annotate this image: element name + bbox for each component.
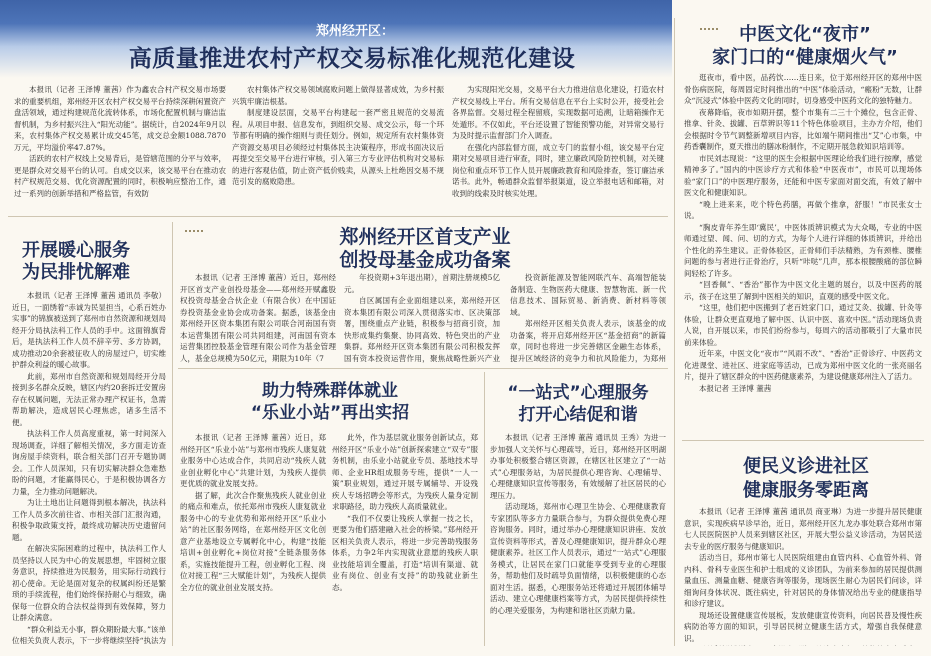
lead-kicker: 郑州经开区： [315, 24, 394, 39]
divider-vertical-right [674, 18, 675, 646]
warm-body-text-para: “群众利益无小事，群众期盼最大事。”该单位相关负责人表示，下一步将继续坚持“执法为 [12, 624, 166, 645]
jobs-col1-text: 本报讯（记者 王泽博 董茜）近日，郑州经开区“乐业小站”与郑州市残疾人康复就业服务中心达成合作，共同启动“残疾人就业创业孵化中心”共建计划，为残疾人提供更优质的就业发展支持。 [180, 433, 326, 488]
divider-lead-bottom [8, 216, 668, 217]
fund-col2-text: 年投资期+3年退出期），首期注册规模5亿元。 [344, 273, 500, 294]
psy-title-line2: 打开心结促和谐 [518, 405, 638, 425]
tcm-title-line1: 中医文化“夜市” [739, 24, 871, 45]
clinic-title-line1: 便民义诊进社区 [743, 456, 869, 477]
clinic-title-line2: 健康服务零距离 [743, 480, 869, 501]
jobs-title-line2: “乐业小站”再出实招 [250, 403, 410, 423]
fund-title-line1: 郑州经开区首支产业 [339, 226, 511, 248]
tcm-body-text: 逛夜市，看中医，品药饮……连日来，位于郑州经开区的郑州中医骨伤病医院，每周固定时间推出的“中医”体验活动，“瘢粉”无数，让群众“沉浸式”体验中医药文化的同时，切身感受中医药文化的独特魅力。 [684, 73, 922, 105]
tcm-body-text-para: 市民刘志现说：“这里的医生会根据中医理论给我们进行按摩，感觉精神多了。”国内的中医诊疗方式和体验“中医夜市”，市民可以现场体验“家门口”的中医理疗服务，还能和中医专家面对面交流，有效了解中医文化和健康知识。 [684, 153, 922, 197]
clinic-body-text-para: 活动当日，郑州市第七人民医院组建由血管内科、心血管外科、肾内科、骨科专业医生和护士组成的义诊团队，为前来参加的居民提供测量血压、测量血糖、健康咨询等服务，现场医生耐心为居民们问诊，详细询问身体状况、既往病史，针对居民的身体情况给出专业的健康指导和诊疗建议。 [684, 553, 922, 608]
tcm-title-line2: 家门口的“健康烟火气” [712, 47, 898, 68]
fund-title-line2: 创投母基金成功备案 [339, 249, 511, 271]
lead-col1-text-para: 活跃的农村产权线上交易背后，是管辖范围的分平与效率，更是群众对交易平台的认可。自成交以来，该交易平台在推动农村产权规范交易、优化资源配置的同时，积极响应整治工作，通过一系列的创新举措和严格监管，有效防 [14, 154, 226, 198]
tcm-body [684, 72, 922, 424]
warm-body-text: 本报讯（记者 王泽博 董茜 通讯员 李敬）近日，一面绣着“赤诚为民显担当，心系百姓办实事”的锦旗被送到了郑州市自然资源和规划局经开分局执法科工作人员的手中。这面锦旗背后，是执法科工作人员不辞辛劳、多方协调，成功推动20余套被征收人的房屋过户，切实维护群众利益的暖心故事。 [12, 291, 166, 369]
warm-title-line2: 为民排忧解难 [22, 262, 130, 283]
divider-vertical-left [172, 222, 173, 646]
tcm-body-text-para: “回香佩”、“香治”都作为中医文化主题的展台，以及中医药的展示，孩子在这里了解到中医相关的知识，直观的感受中医文化。 [684, 280, 922, 301]
tcm-body-text-para: “胸皮青年养生即‘冀民’，中医体质辨识模式为大众喝，专业的中医师通过望、闻、问、切的方式，为每个人进行详细的体质辨识，并给出个性化的养生建议。正骨体验区，正骨师们手法精熟，为有颈椎、腰椎问题的参与者进行正骨治疗，只听“咔哒”几声，那本根腰酸痛的部位瞬间轻松了许多。 [684, 222, 922, 278]
lead-column-2 [232, 84, 444, 214]
lead-col2-text: 农村集体产权交易领域腐败问题上做得显著成效，为乡村振兴筑牢廉洁根基。 [232, 85, 444, 106]
jobs-column-1 [180, 432, 326, 646]
clinic-body-text-para: 现场还设置健康宣传展板，发放健康宣传资料，向居民普及慢性疾病防治等方面的知识，引导居民树立健康生活方式，增强自我保健意识。 [684, 610, 922, 643]
lead-col1-text: 本报讯（记者 王泽博 董茜）作为鑫农合村产权交易市场要求的重要机组，郑州经开区农村产权交易平台持续深耕闲置资产盘活领域，通过构建规范化流转体系，市场化配置机制与廉洁监督机制，为乡村振兴注入“阳光动能”。据统计，自2024年9月以来，农村集体产权交易累计成交45笔，成交总金额1088.7870万元，平均溢价率47.87%。 [14, 85, 226, 152]
warm-body-text-para: 在解决实际困难的过程中，执法科工作人员坚持以人民为中心的发展思想，牢固树立服务意识，持续推进为民服务，用实际行动践行初心使命。无论是面对复杂的权属纠纷还是繁琐的手续流程，他们始终保持耐心与细致，确保每一位群众的合法权益得到有效保障，努力让群众满意。 [12, 544, 166, 622]
jobs-col2-text-para: “我们不仅要让残疾人掌握一技之长，更要为他们搭建融入社会的桥梁。”郑州经开区相关负责人表示，将进一步完善助残服务体系，力争2年内实现就业意愿的残疾人职业技能培训全覆盖，打造“培训有渠道、就业有岗位、创业有支持”的助残就业新生态。 [332, 513, 478, 592]
jobs-title-line1: 助力特殊群体就业 [262, 381, 398, 401]
lead-col2-text-para: 制度建设层面，交易平台构建起一套严密且规范的交易流程。从项目申报、信息发布，到组织交易、成交公示，每一个环节都有明确的操作细则与责任划分。例如，规定所有农村集体资产资源交易项目必须经过村集体民主决策程序，形成书面决议后再提交至交易平台进行审核，引入第三方专业评估机构对交易标的进行客观估值，防止资产低价贱卖，从源头上杜绝因交易不规范引发的腐败隐患。 [232, 108, 444, 186]
jobs-col1-text-para: 据了解，此次合作聚焦残疾人就业创业的痛点和难点，依托郑州市残疾人康复就业服务中心的专业优势和郑州经开区“乐业小站”的社区服务网络，在郑州经开区文化创意产业基地设立专属孵化中心，构建“技能培训+创业孵化+岗位对接”全链条服务体系，实施技能提升工程，创业孵化工程、岗位对接工程“三大赋能计划”，为残疾人提供全方位的就业创业发展支持。 [180, 490, 326, 592]
lead-col3-text: 为实现阳光交易，交易平台大力推进信息化建设，打造农村产权交易线上平台。所有交易信息在平台上实时公开，接受社会各界监督。交易过程全程留痕，实现数据可追溯，让暗箱操作无处遁形。不仅如此，平台还设置了智能预警功能，对异常交易行为及时提示监督部门介入调查。 [452, 85, 664, 140]
warm-body-text-para: 此前，郑州市自然资源和规划局经开分局接到多名群众反映，辖区内约20套拆迁安置房存在权属问题，无法正常办理产权证书，急需帮助解决，造成居民心理焦虑，诸多生活不便。 [12, 371, 166, 427]
divider-fund-bottom [178, 368, 668, 369]
warm-title-line1: 开展暖心服务 [22, 240, 130, 261]
clinic-body-text-para [684, 644, 922, 646]
fund-col3-text-para: 郑州经开区相关负责人表示，该基金的成功备案，将开启郑州经开区“基金招商”的新篇章，同时也将进一步完善辖区金融生态体系，提升区域经济的竞争力和抗风险能力，为郑州 [510, 319, 666, 363]
lead-column-1 [14, 84, 226, 214]
warm-body-text-para: 为让土地出让问题得到根本解决，执法科工作人员多次前往省、市相关部门汇报沟通，积极争取政策支持，最终成功解决历史遗留问题。 [12, 498, 166, 542]
psy-body-text: 本报讯（记者 王泽博 董茜 通讯员 王秀）为进一步加强人文关怀与心理疏导，近日，郑州经开区明湖办事处积极整合辖区资源，在辖区社区建立了“一站式”心理服务站，为居民提供心理咨询、心理辅导、心理健康知识宣传等服务，有效缓解了社区居民的心理压力。 [490, 433, 666, 500]
tcm-body-text-para: 本报记者 王泽博 董茜 [699, 383, 772, 393]
jobs-col2-text: 此外，作为基层就业服务创新试点，郑州经开区“乐业小站”创新探索建立“双专”服务机制，由乐业小站就业专员、基地技术导师、企业HR组成服务专班，提供“一人一策”职业规划，通过开展专属辅导、开设残疾人专场招聘会等形式，为残疾人量身定制求职路径，助力残疾人高质量就业。 [332, 433, 478, 511]
fund-column-3 [510, 272, 666, 364]
lead-col3-text-para: 在强化内部监督方面，成立专门的监督小组，该交易平台定期对交易项目进行审查，同时，建立廉政风险防控机制，对关键岗位和重点环节工作人员开展廉政教育和风险排查，签订廉洁承诺书。此外，畅通群众监督举报渠道，设立举报电话和邮箱，对收到的线索及时核实处理。 [452, 142, 664, 198]
psy-body-text-para: 活动现场，郑州市心理卫生协会、心理健康教育专家团队等多方力量联合参与，为群众提供免费心理咨询服务。同时，通过举办心理健康知识讲座、发放宣传资料等形式，普及心理健康知识，提升群众心理健康素养。社区工作人员表示，通过“一站式”心理服务模式，让居民在家门口就能享受到专业的心理服务，帮助他们及时疏导负面情绪，以积极健康的心态面对生活。据悉，心理服务站还将通过开展团体辅导活动、建立心理健康档案等方式，为居民提供持续性的心理关爱服务，为构建和谐社区贡献力量。 [490, 502, 666, 615]
lead-title: 高质量推进农村产权交易标准化规范化建设 [128, 46, 576, 72]
fund-column-2 [344, 272, 500, 364]
lead-column-3 [452, 84, 664, 214]
tcm-body-text-para: “晚上进来来，吃个特色药膳，再做个推拿，舒服！”市民张女士说。 [684, 199, 922, 220]
divider-jobs-right [484, 372, 485, 646]
tcm-body-text-para: “这里，他们把中医搬到了老百姓家门口，通过艾灸、拔罐、针灸等体验，让群众更直观地了解中医、认识中医、喜欢中医。”活动现场负责人说，自开展以来，市民们纷纷参与，每周六的活动都吸引了大量市民前来体验。 [684, 303, 922, 347]
psy-title-line1: “一站式”心理服务 [507, 383, 649, 403]
psy-body [490, 432, 666, 646]
warm-body-text-para: 执法科工作人员高度重视，第一时间深入现场调查，详细了解相关情况，多方面走访查询房屋手续资料，联合相关部门召开专题协调会。工作人员深知，只有切实解决群众急难愁盼的问题，才能赢得民心，于是积极协调各方力量，全力推动问题解决。 [12, 429, 166, 496]
fund-col2-text-para: 自区属国有企业面组建以来，郑州经开区资本集团有限公司深入贯彻落实市、区决策部署，围绕重点产业链，积极参与招商引资，加快形成集约集聚、协同高效、特色突出的产业集群。郑州经开区资本集团有限公司积极发挥国有资本投资运营作用，聚焦战略性新兴产业 [344, 296, 500, 363]
fund-col1-text: 本报讯（记者 王泽博 董茜）近日，郑州经开区首支产业创投母基金——郑州经开赋鑫股权投资母基金合伙企业（有限合伙）在中国证券投资基金业协会成功备案。据悉，该基金由郑州经开区资本集团有限公司联合河南国有资本运营集团有限公司共同组建，河南国有资本运营集团控股基金管理有限公司作为基金管理人，基金总规模为50亿元，期限为10年（7 [180, 273, 336, 363]
tcm-body-text-para: 近年来，中医文化“夜市”“风雨不改”、“香治”正骨诊疗、中医药文化进课堂、进社区、进家庭等活动，已成为郑州中医文化的一张亮丽名片，提升了辖区群众的中医药健康素养，为建设健康郑州注入了活力。 [684, 349, 922, 381]
fund-column-1 [180, 272, 336, 364]
warm-body [12, 290, 166, 646]
tcm-body-text-para: 夜幕降临，夜市如期开摆，整个市集有二三十个摊位，包含正骨、推拿、针灸、拔罐、百草辨识等11个特色体验项目，主办方介绍，他们会根据时令节气调整新增项目内容，比如端午期间推出“艾”心市集，中药香囊制作，夏天推出的膳冰粉制作，不定期开展急救知识培训等。 [684, 107, 922, 151]
clinic-body [684, 506, 922, 646]
divider-tcm-bottom [682, 440, 924, 441]
clinic-body-text: 本报讯（记者 王泽博 董茜 通讯员 商亚琳）为进一步提升居民健康意识，实现疾病早诊早治，近日，郑州经开区九龙办事处联合郑州市第七人民医院医护人员来到辖区社区，开展大型公益义诊活动，为居民送去专业的医疗服务与健康知识。 [684, 507, 922, 551]
jobs-column-2 [332, 432, 478, 646]
fund-col3-text: 投资新能源及智能网联汽车、高端智能装备制造、生物医药大健康、智慧物流、新一代信息技术、国际贸易、新消费、新材料等领域。 [510, 273, 666, 317]
